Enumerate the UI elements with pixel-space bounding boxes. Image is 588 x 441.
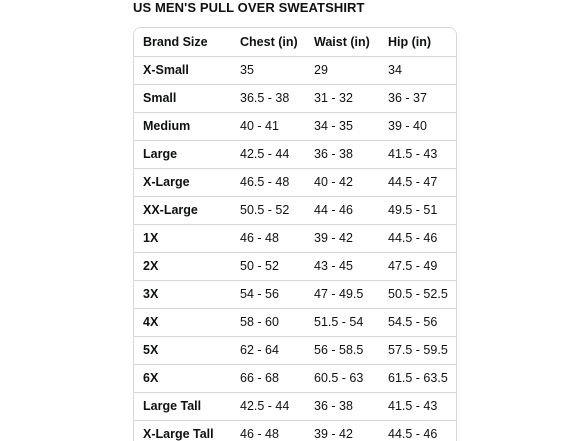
table-row xyxy=(134,392,456,420)
cell-hip: 50.5 - 52.5 xyxy=(379,280,456,308)
cell-hip: 44.5 - 46 xyxy=(379,224,456,252)
cell-chest: 35 xyxy=(231,56,305,84)
cell-size: X-Small xyxy=(134,56,231,84)
cell-hip: 34 xyxy=(379,56,456,84)
cell-size: 6X xyxy=(134,364,231,392)
table-row xyxy=(134,168,456,196)
header-hip: Hip (in) xyxy=(379,28,456,56)
cell-size: XX-Large xyxy=(134,196,231,224)
cell-waist: 31 - 32 xyxy=(305,84,379,112)
cell-chest: 40 - 41 xyxy=(231,112,305,140)
cell-waist: 39 - 42 xyxy=(305,224,379,252)
table-row xyxy=(134,84,456,112)
table-row xyxy=(134,140,456,168)
cell-waist: 39 - 42 xyxy=(305,420,379,441)
cell-waist: 47 - 49.5 xyxy=(305,280,379,308)
cell-hip: 41.5 - 43 xyxy=(379,140,456,168)
header-chest: Chest (in) xyxy=(231,28,305,56)
cell-hip: 54.5 - 56 xyxy=(379,308,456,336)
cell-hip: 49.5 - 51 xyxy=(379,196,456,224)
cell-hip: 44.5 - 46 xyxy=(379,420,456,441)
header-brand-size: Brand Size xyxy=(134,28,231,56)
cell-hip: 57.5 - 59.5 xyxy=(379,336,456,364)
cell-hip: 61.5 - 63.5 xyxy=(379,364,456,392)
table-row xyxy=(134,308,456,336)
cell-chest: 50.5 - 52 xyxy=(231,196,305,224)
cell-size: 4X xyxy=(134,308,231,336)
cell-size: Large xyxy=(134,140,231,168)
cell-waist: 34 - 35 xyxy=(305,112,379,140)
table-row xyxy=(134,252,456,280)
cell-chest: 58 - 60 xyxy=(231,308,305,336)
cell-size: X-Large Tall xyxy=(134,420,231,441)
cell-hip: 39 - 40 xyxy=(379,112,456,140)
table-row xyxy=(134,196,456,224)
cell-chest: 66 - 68 xyxy=(231,364,305,392)
cell-waist: 44 - 46 xyxy=(305,196,379,224)
table-row xyxy=(134,280,456,308)
cell-waist: 36 - 38 xyxy=(305,140,379,168)
cell-waist: 43 - 45 xyxy=(305,252,379,280)
cell-hip: 44.5 - 47 xyxy=(379,168,456,196)
table-row xyxy=(134,336,456,364)
table-header-row xyxy=(134,28,456,56)
cell-waist: 60.5 - 63 xyxy=(305,364,379,392)
chart-title: US MEN'S PULL OVER SWEATSHIRT xyxy=(133,0,365,15)
cell-chest: 46 - 48 xyxy=(231,224,305,252)
cell-size: 3X xyxy=(134,280,231,308)
cell-chest: 36.5 - 38 xyxy=(231,84,305,112)
cell-chest: 50 - 52 xyxy=(231,252,305,280)
cell-chest: 46 - 48 xyxy=(231,420,305,441)
cell-hip: 47.5 - 49 xyxy=(379,252,456,280)
cell-waist: 56 - 58.5 xyxy=(305,336,379,364)
cell-size: X-Large xyxy=(134,168,231,196)
cell-waist: 29 xyxy=(305,56,379,84)
cell-waist: 51.5 - 54 xyxy=(305,308,379,336)
header-waist: Waist (in) xyxy=(305,28,379,56)
cell-size: 2X xyxy=(134,252,231,280)
cell-waist: 36 - 38 xyxy=(305,392,379,420)
cell-hip: 41.5 - 43 xyxy=(379,392,456,420)
cell-chest: 42.5 - 44 xyxy=(231,392,305,420)
cell-waist: 40 - 42 xyxy=(305,168,379,196)
size-chart-table xyxy=(134,28,456,441)
cell-hip: 36 - 37 xyxy=(379,84,456,112)
cell-size: Medium xyxy=(134,112,231,140)
cell-size: Large Tall xyxy=(134,392,231,420)
table-row xyxy=(134,420,456,441)
cell-size: 5X xyxy=(134,336,231,364)
table-row xyxy=(134,112,456,140)
cell-chest: 42.5 - 44 xyxy=(231,140,305,168)
table-row xyxy=(134,224,456,252)
cell-size: 1X xyxy=(134,224,231,252)
table-row xyxy=(134,56,456,84)
cell-chest: 54 - 56 xyxy=(231,280,305,308)
cell-chest: 46.5 - 48 xyxy=(231,168,305,196)
size-chart-table-container[interactable] xyxy=(133,27,457,441)
table-row xyxy=(134,364,456,392)
cell-chest: 62 - 64 xyxy=(231,336,305,364)
cell-size: Small xyxy=(134,84,231,112)
